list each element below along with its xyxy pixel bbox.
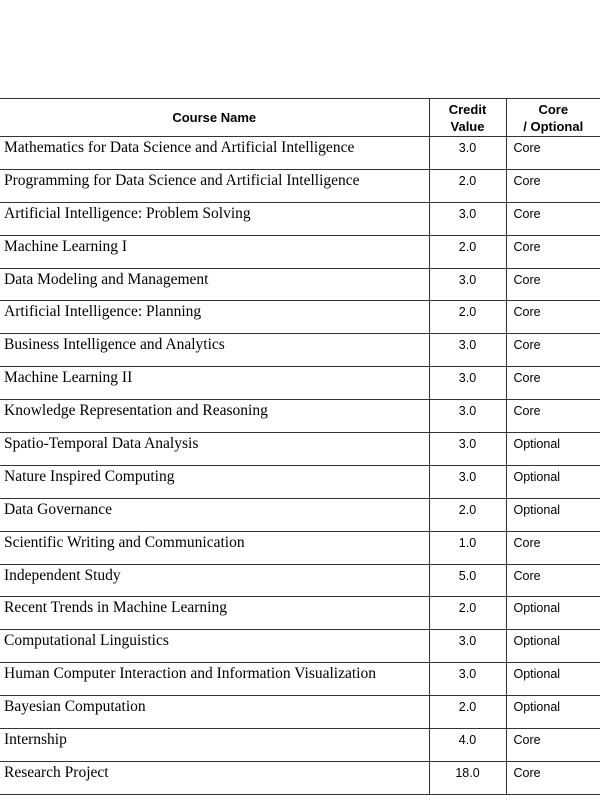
table-row xyxy=(0,564,600,597)
credit-value-cell: 4.0 xyxy=(429,729,506,762)
course-name-cell: Artificial Intelligence: Planning xyxy=(0,301,429,334)
table-row xyxy=(0,696,600,729)
course-name-cell: Artificial Intelligence: Problem Solving xyxy=(0,202,429,235)
header-course-name-label: Course Name xyxy=(172,110,257,125)
credit-value-cell: 3.0 xyxy=(429,630,506,663)
core-optional-cell: Optional xyxy=(506,663,600,696)
core-optional-cell: Core xyxy=(506,531,600,564)
course-table xyxy=(0,98,600,795)
credit-value-cell: 3.0 xyxy=(429,433,506,466)
header-course-name xyxy=(0,99,429,137)
course-name-cell: Computational Linguistics xyxy=(0,630,429,663)
credit-value-cell: 3.0 xyxy=(429,465,506,498)
credit-value-cell: 3.0 xyxy=(429,268,506,301)
credit-value-cell: 2.0 xyxy=(429,597,506,630)
core-optional-cell: Optional xyxy=(506,696,600,729)
course-table-container xyxy=(0,98,600,795)
table-row xyxy=(0,465,600,498)
core-optional-cell: Core xyxy=(506,235,600,268)
core-optional-cell: Core xyxy=(506,400,600,433)
course-name-cell: Human Computer Interaction and Information Visualization xyxy=(0,663,429,696)
table-row xyxy=(0,498,600,531)
course-name-cell: Bayesian Computation xyxy=(0,696,429,729)
credit-value-cell: 2.0 xyxy=(429,235,506,268)
credit-value-cell: 3.0 xyxy=(429,137,506,170)
core-optional-cell: Core xyxy=(506,268,600,301)
table-row xyxy=(0,169,600,202)
core-optional-cell: Core xyxy=(506,367,600,400)
table-row xyxy=(0,433,600,466)
credit-value-cell: 3.0 xyxy=(429,202,506,235)
table-row xyxy=(0,137,600,170)
course-name-cell: Business Intelligence and Analytics xyxy=(0,334,429,367)
credit-value-cell: 5.0 xyxy=(429,564,506,597)
header-credit-line2: Value xyxy=(450,118,485,134)
core-optional-cell: Core xyxy=(506,169,600,202)
course-name-cell: Data Modeling and Management xyxy=(0,268,429,301)
header-core-line2: / Optional xyxy=(523,118,584,134)
header-core-optional xyxy=(506,99,600,137)
table-row xyxy=(0,268,600,301)
credit-value-cell: 3.0 xyxy=(429,400,506,433)
course-name-cell: Machine Learning II xyxy=(0,367,429,400)
table-row xyxy=(0,400,600,433)
credit-value-cell: 2.0 xyxy=(429,169,506,202)
table-row xyxy=(0,334,600,367)
credit-value-cell: 1.0 xyxy=(429,531,506,564)
course-name-cell: Internship xyxy=(0,729,429,762)
course-name-cell: Research Project xyxy=(0,761,429,794)
course-name-cell: Knowledge Representation and Reasoning xyxy=(0,400,429,433)
core-optional-cell: Optional xyxy=(506,597,600,630)
course-name-cell: Machine Learning I xyxy=(0,235,429,268)
table-row xyxy=(0,202,600,235)
table-header-row xyxy=(0,99,600,137)
table-row xyxy=(0,235,600,268)
course-name-cell: Data Governance xyxy=(0,498,429,531)
table-row xyxy=(0,761,600,794)
table-row xyxy=(0,531,600,564)
core-optional-cell: Optional xyxy=(506,498,600,531)
header-credit-line1: Credit xyxy=(448,101,487,117)
core-optional-cell: Core xyxy=(506,334,600,367)
core-optional-cell: Core xyxy=(506,761,600,794)
header-credit-value xyxy=(429,99,506,137)
core-optional-cell: Core xyxy=(506,301,600,334)
core-optional-cell: Optional xyxy=(506,465,600,498)
credit-value-cell: 2.0 xyxy=(429,301,506,334)
credit-value-cell: 2.0 xyxy=(429,498,506,531)
core-optional-cell: Optional xyxy=(506,433,600,466)
core-optional-cell: Core xyxy=(506,202,600,235)
credit-value-cell: 18.0 xyxy=(429,761,506,794)
core-optional-cell: Core xyxy=(506,137,600,170)
core-optional-cell: Core xyxy=(506,729,600,762)
table-row xyxy=(0,729,600,762)
course-name-cell: Mathematics for Data Science and Artificial Intelligence xyxy=(0,137,429,170)
credit-value-cell: 3.0 xyxy=(429,334,506,367)
course-name-cell: Nature Inspired Computing xyxy=(0,465,429,498)
header-core-line1: Core xyxy=(538,101,569,117)
table-row xyxy=(0,630,600,663)
credit-value-cell: 3.0 xyxy=(429,367,506,400)
table-row xyxy=(0,301,600,334)
core-optional-cell: Optional xyxy=(506,630,600,663)
course-name-cell: Programming for Data Science and Artificial Intelligence xyxy=(0,169,429,202)
credit-value-cell: 2.0 xyxy=(429,696,506,729)
course-name-cell: Scientific Writing and Communication xyxy=(0,531,429,564)
course-name-cell: Recent Trends in Machine Learning xyxy=(0,597,429,630)
course-name-cell: Spatio-Temporal Data Analysis xyxy=(0,433,429,466)
course-name-cell: Independent Study xyxy=(0,564,429,597)
table-row xyxy=(0,663,600,696)
credit-value-cell: 3.0 xyxy=(429,663,506,696)
core-optional-cell: Core xyxy=(506,564,600,597)
table-row xyxy=(0,597,600,630)
table-row xyxy=(0,367,600,400)
